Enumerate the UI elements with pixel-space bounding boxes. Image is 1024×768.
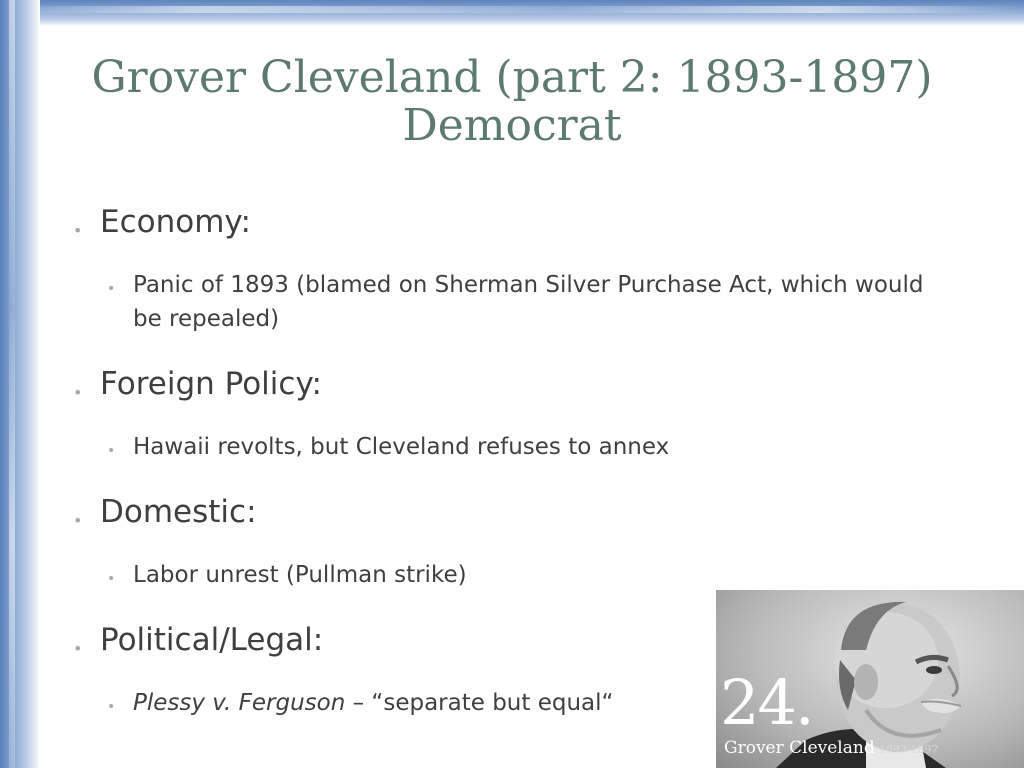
bullet-icon: •	[107, 699, 116, 715]
bullet-icon: •	[73, 511, 83, 530]
heading-foreign-policy: Foreign Policy:	[100, 366, 322, 402]
slide-frame-top	[0, 0, 1024, 26]
bullet-icon: •	[107, 443, 116, 459]
title-line-1: Grover Cleveland (part 2: 1893-1897)	[91, 52, 933, 103]
case-description: – “separate but equal“	[345, 690, 614, 716]
heading-domestic: Domestic:	[100, 494, 257, 530]
heading-political-legal: Political/Legal:	[100, 622, 324, 658]
case-name: Plessy v. Ferguson	[133, 690, 346, 716]
portrait-caption	[724, 738, 938, 758]
item-labor-unrest: Labor unrest (Pullman strike)	[133, 562, 467, 588]
bullet-icon: •	[73, 383, 83, 402]
bullet-icon: •	[73, 221, 83, 240]
heading-economy: Economy:	[100, 204, 251, 240]
item-panic-1893: Panic of 1893 (blamed on Sherman Silver Purchase Act, which would be repealed)	[133, 272, 924, 332]
president-number: 24.	[720, 666, 813, 739]
slide-title	[40, 54, 984, 151]
slide-frame-left	[0, 0, 40, 768]
portrait-image	[716, 590, 1024, 768]
bullet-icon: •	[107, 281, 116, 297]
portrait-years: 1893-1897	[878, 743, 939, 756]
title-line-2: Democrat	[402, 100, 622, 152]
bullet-icon: •	[73, 639, 83, 658]
portrait-name: Grover Cleveland	[724, 738, 875, 758]
item-hawaii: Hawaii revolts, but Cleveland refuses to annex	[133, 434, 670, 460]
bullet-icon: •	[107, 571, 116, 587]
